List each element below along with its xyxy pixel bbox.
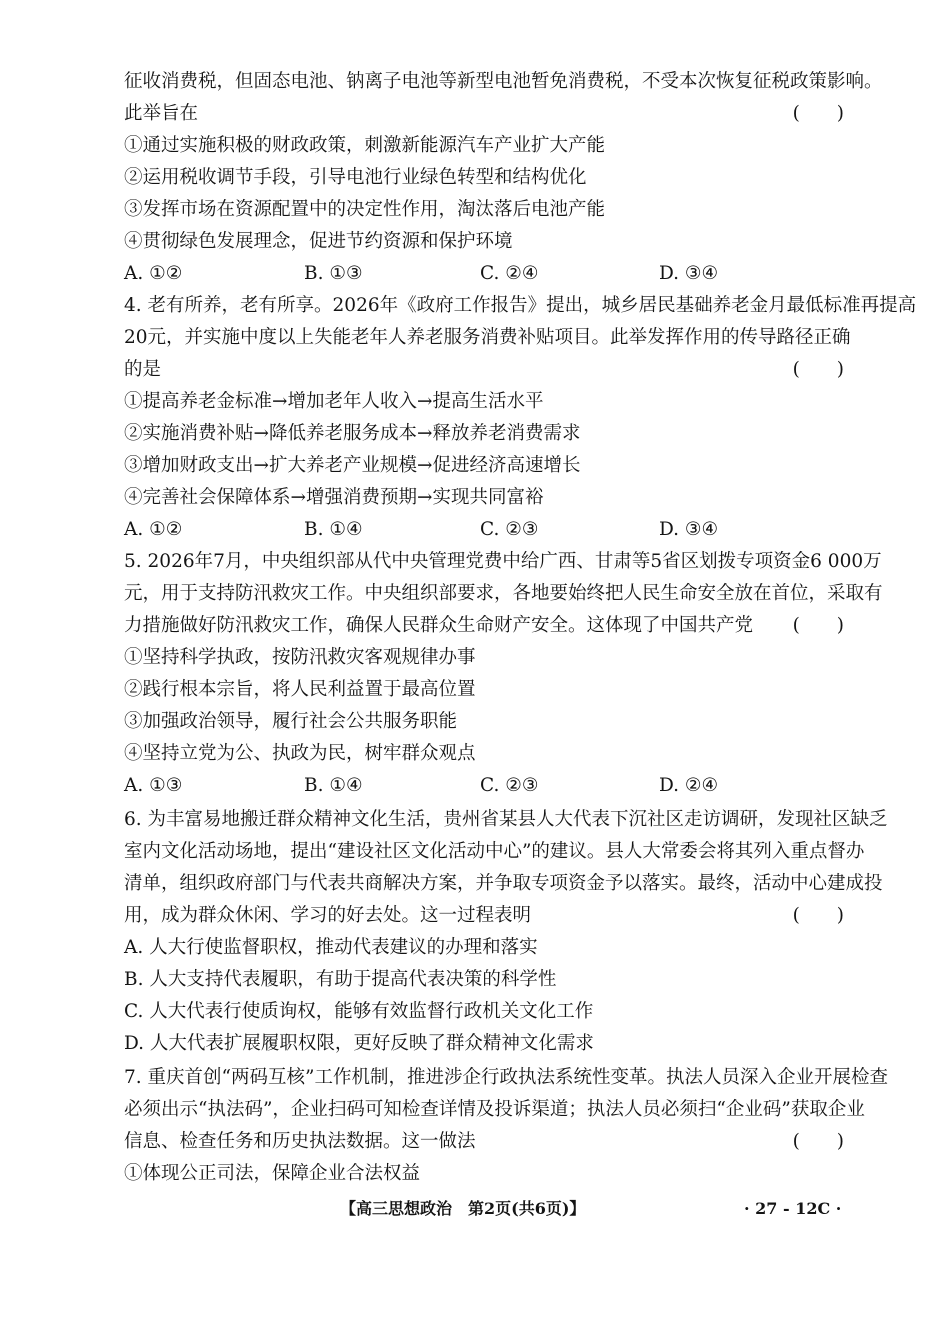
q6-stem-line-4 — [124, 900, 844, 932]
q4-stem-line-1: 4. 老有所养，老有所享。2026年《政府工作报告》提出，城乡居民基础养老金月最低标准再提高 — [124, 295, 917, 316]
q5-item-3: ③加强政治领导，履行社会公共服务职能 — [124, 711, 458, 732]
q5-stem-text: 力措施做好防汛救灾工作，确保人民群众生命财产安全。这体现了中国共产党 — [124, 615, 754, 636]
q3-item-2: ②运用税收调节手段，引导电池行业绿色转型和结构优化 — [124, 167, 587, 188]
q7-stem-text: 信息、检查任务和历史执法数据。这一做法 — [124, 1131, 476, 1152]
q3-item-4: ④贯彻绿色发展理念，促进节约资源和保护环境 — [124, 231, 513, 252]
q6-stem-text: 用，成为群众休闲、学习的好去处。这一过程表明 — [124, 905, 532, 926]
q4-answer-bracket: ( ) — [792, 359, 844, 380]
q4-options — [124, 514, 844, 546]
q4-item-3: ③增加财政支出→扩大养老产业规模→促进经济高速增长 — [124, 455, 581, 476]
q6-stem-line-3: 清单，组织政府部门与代表共商解决方案，并争取专项资金予以落实。最终，活动中心建成投 — [124, 873, 883, 894]
footer-code: · 27 - 12C · — [744, 1199, 842, 1218]
q5-option-a: A. ①③ — [124, 775, 183, 796]
footer-title: 【高三思想政治 第2页(共6页)】 — [340, 1199, 586, 1218]
q5-stem-line-2: 元，用于支持防汛救灾工作。中央组织部要求，各地要始终把人民生命安全放在首位，采取有 — [124, 583, 883, 604]
q3-item-3: ③发挥市场在资源配置中的决定性作用，淘汰落后电池产能 — [124, 199, 606, 220]
q3-options — [124, 258, 844, 290]
q3-stem-line-2 — [124, 98, 844, 130]
q4-stem-line-3 — [124, 354, 844, 386]
q3-item-1: ①通过实施积极的财政政策，刺激新能源汽车产业扩大产能 — [124, 135, 606, 156]
q5-options — [124, 770, 844, 802]
q4-option-a: A. ①② — [124, 519, 183, 540]
q6-choice-c: C. 人大代表行使质询权，能够有效监督行政机关文化工作 — [124, 1001, 594, 1022]
q5-stem-line-3 — [124, 610, 844, 642]
q6-choice-a: A. 人大行使监督职权，推动代表建议的办理和落实 — [124, 937, 538, 958]
q4-stem-line-2: 20元，并实施中度以上失能老年人养老服务消费补贴项目。此举发挥作用的传导路径正确 — [124, 327, 851, 348]
q4-option-b: B. ①④ — [304, 519, 363, 540]
q6-choice-d: D. 人大代表扩展履职权限，更好反映了群众精神文化需求 — [124, 1033, 594, 1054]
q4-stem-text: 的是 — [124, 359, 162, 380]
q6-choice-b: B. 人大支持代表履职，有助于提高代表决策的科学性 — [124, 969, 557, 990]
q6-stem-line-2: 室内文化活动场地，提出“建设社区文化活动中心”的建议。县人大常委会将其列入重点督办 — [124, 841, 865, 862]
q5-option-c: C. ②③ — [480, 775, 539, 796]
q5-option-b: B. ①④ — [304, 775, 363, 796]
q7-answer-bracket: ( ) — [792, 1131, 844, 1152]
q6-answer-bracket: ( ) — [792, 905, 844, 926]
q3-option-d: D. ③④ — [659, 263, 719, 284]
q3-option-b: B. ①③ — [304, 263, 363, 284]
q4-item-4: ④完善社会保障体系→增强消费预期→实现共同富裕 — [124, 487, 544, 508]
page-footer — [0, 1196, 950, 1222]
q3-stem-text: 此举旨在 — [124, 103, 199, 124]
q4-item-1: ①提高养老金标准→增加老年人收入→提高生活水平 — [124, 391, 544, 412]
q4-item-2: ②实施消费补贴→降低养老服务成本→释放养老消费需求 — [124, 423, 581, 444]
q4-option-c: C. ②③ — [480, 519, 539, 540]
q3-answer-bracket: ( ) — [792, 103, 844, 124]
q5-answer-bracket: ( ) — [792, 615, 844, 636]
q7-stem-line-3 — [124, 1126, 844, 1158]
q5-item-4: ④坚持立党为公、执政为民，树牢群众观点 — [124, 743, 476, 764]
q5-stem-line-1: 5. 2026年7月，中央组织部从代中央管理党费中给广西、甘肃等5省区划拨专项资金6 000万 — [124, 551, 882, 572]
q7-stem-line-2: 必须出示“执法码”，企业扫码可知检查详情及投诉渠道；执法人员必须扫“企业码”获取企业 — [124, 1099, 865, 1120]
q5-item-2: ②践行根本宗旨，将人民利益置于最高位置 — [124, 679, 476, 700]
q4-option-d: D. ③④ — [659, 519, 719, 540]
q5-option-d: D. ②④ — [659, 775, 719, 796]
q3-option-c: C. ②④ — [480, 263, 539, 284]
q7-stem-line-1: 7. 重庆首创“两码互核”工作机制，推进涉企行政执法系统性变革。执法人员深入企业开展检查 — [124, 1067, 888, 1088]
q3-option-a: A. ①② — [124, 263, 183, 284]
q5-item-1: ①坚持科学执政，按防汛救灾客观规律办事 — [124, 647, 476, 668]
q7-item-1: ①体现公正司法，保障企业合法权益 — [124, 1163, 421, 1184]
q6-stem-line-1: 6. 为丰富易地搬迁群众精神文化生活，贵州省某县人大代表下沉社区走访调研，发现社区缺乏 — [124, 809, 888, 830]
q3-stem-line-1: 征收消费税，但固态电池、钠离子电池等新型电池暂免消费税，不受本次恢复征税政策影响。 — [124, 71, 883, 92]
